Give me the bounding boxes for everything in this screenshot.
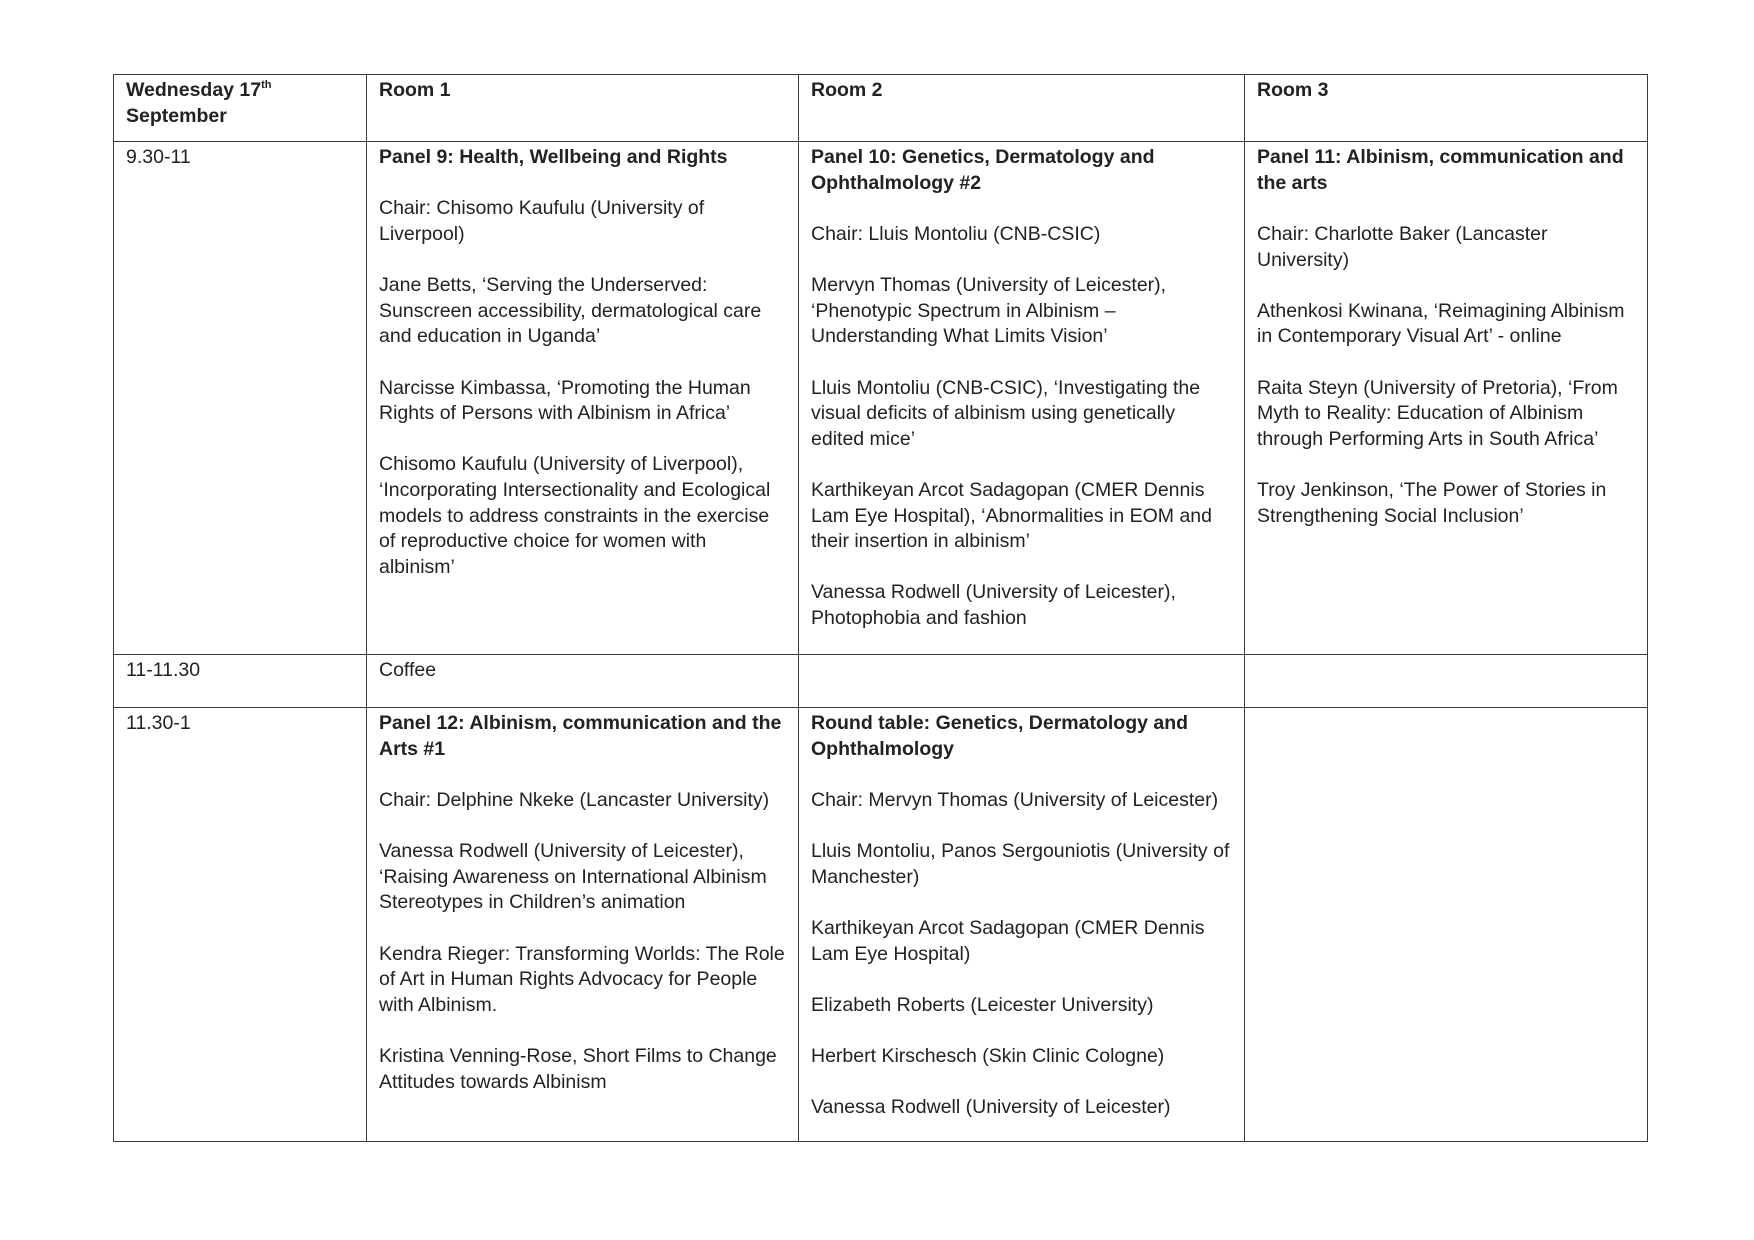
day-label: Wednesday 17 (126, 79, 262, 101)
time-cell: 11-11.30 (114, 655, 367, 708)
session-participant: Vanessa Rodwell (University of Leicester) (811, 1096, 1171, 1119)
session-paper: Troy Jenkinson, ‘The Power of Stories in Strengthening Social Inclusion’ (1257, 478, 1607, 527)
session-title: Panel 10: Genetics, Dermatology and Ophthalmology #2 (811, 146, 1155, 194)
room-3-header: Room 3 (1245, 75, 1648, 142)
session-paper: Vanessa Rodwell (University of Leicester), ‘Raising Awareness on International Albinism Stereotypes in Children’s animation (379, 840, 767, 914)
header-row (114, 75, 1648, 142)
session-paper: Lluis Montoliu (CNB-CSIC), ‘Investigating the visual deficits of albinism using genetically edited mice’ (811, 376, 1201, 450)
empty-cell (1245, 708, 1648, 1142)
session-chair: Chair: Charlotte Baker (Lancaster University) (1257, 222, 1548, 271)
session-paper: Vanessa Rodwell (University of Leicester), Photophobia and fashion (811, 581, 1176, 629)
session-chair: Chair: Delphine Nkeke (Lancaster University) (379, 788, 770, 811)
session-title: Round table: Genetics, Dermatology and Ophthalmology (811, 712, 1189, 760)
session-participant: Herbert Kirschesch (Skin Clinic Cologne) (811, 1044, 1165, 1067)
schedule-row-morning (114, 142, 1648, 655)
session-title: Panel 11: Albinism, communication and the arts (1257, 146, 1624, 194)
session-title: Panel 9: Health, Wellbeing and Rights (379, 146, 728, 169)
session-paper: Narcisse Kimbassa, ‘Promoting the Human Rights of Persons with Albinism in Africa’ (379, 376, 751, 425)
session-cell-panel-11 (1245, 142, 1648, 655)
session-paper: Kendra Rieger: Transforming Worlds: The Role of Art in Human Rights Advocacy for People with Albinism. (379, 942, 785, 1016)
session-paper: Athenkosi Kwinana, ‘Reimagining Albinism in Contemporary Visual Art’ - online (1257, 299, 1625, 348)
day-header-cell (114, 75, 367, 142)
schedule-row-break (114, 655, 1648, 708)
session-participant: Lluis Montoliu, Panos Sergouniotis (University of Manchester) (811, 840, 1230, 888)
session-cell-panel-9 (367, 142, 799, 655)
break-cell: Coffee (367, 655, 799, 708)
session-chair: Chair: Lluis Montoliu (CNB-CSIC) (811, 222, 1101, 245)
session-paper: Kristina Venning-Rose, Short Films to Change Attitudes towards Albinism (379, 1044, 777, 1093)
session-cell-panel-12 (367, 708, 799, 1142)
session-paper: Chisomo Kaufulu (University of Liverpool), ‘Incorporating Intersectionality and Ecological models to address constraints in the exercise of reproductive choice for women with albinism’ (379, 453, 771, 578)
session-paper: Jane Betts, ‘Serving the Underserved: Sunscreen accessibility, dermatological care and education in Uganda’ (379, 274, 762, 348)
room-2-header: Room 2 (799, 75, 1245, 142)
session-cell-panel-10 (799, 142, 1245, 655)
session-paper: Mervyn Thomas (University of Leicester), ‘Phenotypic Spectrum in Albinism – Understanding What Limits Vision’ (811, 274, 1167, 348)
empty-cell (799, 655, 1245, 708)
time-cell: 11.30-1 (114, 708, 367, 1142)
room-1-header: Room 1 (367, 75, 799, 142)
session-chair: Chair: Mervyn Thomas (University of Leicester) (811, 788, 1219, 811)
schedule-table (113, 74, 1648, 1142)
empty-cell (1245, 655, 1648, 708)
month-label: September (126, 104, 227, 127)
session-participant: Elizabeth Roberts (Leicester University) (811, 993, 1154, 1016)
session-participant: Karthikeyan Arcot Sadagopan (CMER Dennis Lam Eye Hospital) (811, 916, 1205, 965)
session-cell-round-table (799, 708, 1245, 1142)
session-chair: Chair: Chisomo Kaufulu (University of Liverpool) (379, 197, 705, 245)
session-title: Panel 12: Albinism, communication and the Arts #1 (379, 712, 782, 760)
session-paper: Karthikeyan Arcot Sadagopan (CMER Dennis Lam Eye Hospital), ‘Abnormalities in EOM and their insertion in albinism’ (811, 478, 1212, 553)
time-cell: 9.30-11 (114, 142, 367, 655)
day-suffix: th (261, 79, 272, 91)
session-paper: Raita Steyn (University of Pretoria), ‘From Myth to Reality: Education of Albinism through Performing Arts in South Africa’ (1257, 376, 1618, 450)
schedule-row-midday (114, 708, 1648, 1142)
